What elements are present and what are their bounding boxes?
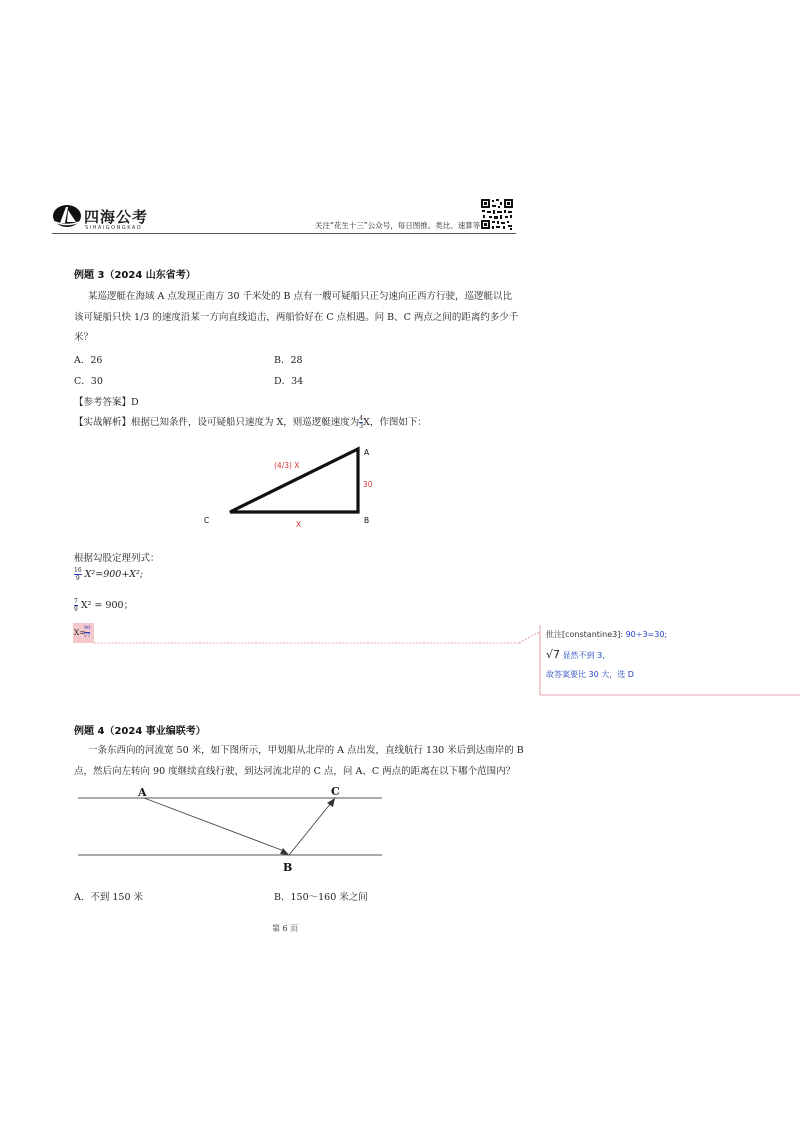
triangle-diagram bbox=[200, 442, 390, 532]
triangle-label-a: A bbox=[364, 448, 370, 457]
example3-heading: 例题 3（2024 山东省考） bbox=[74, 270, 196, 281]
example4-stem-line2: 点，然后向左转向 90 度继续直线行驶，到达河流北岸的 C 点，问 A、C 两点的距离在以下哪个范围内？ bbox=[74, 766, 516, 777]
option-d: D．34 bbox=[274, 376, 304, 387]
option-b: B．28 bbox=[274, 355, 303, 366]
example4-heading: 例题 4（2024 事业编联考） bbox=[74, 726, 206, 737]
example4-stem-line1: 一条东西向的河流宽 50 米，如下图所示，甲划船从北岸的 A 点出发，直线航行 130 米后到达南岸的 B bbox=[88, 745, 524, 756]
reference-answer: 【参考答案】D bbox=[74, 397, 139, 408]
triangle-side-label: 30 bbox=[363, 480, 373, 489]
equation-1-den: 9 bbox=[75, 575, 80, 582]
equation-1-fraction bbox=[74, 567, 82, 582]
option-a: A．26 bbox=[74, 355, 103, 366]
pythagorean-intro: 根据勾股定理列式： bbox=[74, 553, 160, 564]
page-number: 第 6 页 bbox=[272, 924, 299, 933]
equation-2-fraction bbox=[74, 598, 78, 613]
equation-2-rest: X² = 900； bbox=[80, 600, 134, 611]
equation-2-den: 9 bbox=[74, 606, 78, 613]
path-b-to-c bbox=[289, 803, 331, 855]
equation-1-num: 16 bbox=[74, 567, 82, 574]
comment-line2 bbox=[546, 648, 796, 661]
triangle-label-c: C bbox=[204, 516, 210, 525]
option-c: C．30 bbox=[74, 376, 103, 387]
river-diagram bbox=[78, 784, 384, 876]
analysis-line bbox=[74, 414, 427, 430]
header bbox=[52, 198, 516, 238]
comment-panel[interactable] bbox=[546, 629, 796, 680]
analysis-prefix: 【实战解析】根据已知条件，设可疑船只速度为 X，则巡逻艇速度为 bbox=[74, 417, 360, 428]
comment-text3: 故答案要比 30 大，选 D bbox=[546, 670, 634, 679]
example4-option-a: A．不到 150 米 bbox=[74, 892, 144, 903]
triangle-base-label: X bbox=[296, 520, 302, 529]
river-label-a: A bbox=[138, 786, 147, 799]
example3-stem-line3: 米？ bbox=[74, 332, 94, 343]
example4-option-b: B．150～160 米之间 bbox=[274, 892, 368, 903]
example3-stem-line2: 该可疑船只快 1/3 的速度沿某一方向直线追击，两船恰好在 C 点相遇。问 B、C 两点之间的距离约多少千 bbox=[74, 312, 519, 323]
path-a-to-b bbox=[144, 798, 284, 851]
comment-line1 bbox=[546, 629, 796, 640]
comment-sqrt: √7 bbox=[546, 648, 561, 661]
equation-3-highlight[interactable] bbox=[73, 623, 94, 643]
equation-3-den: √7 bbox=[84, 633, 91, 639]
equation-2-num: 7 bbox=[74, 598, 78, 605]
river-label-c: C bbox=[331, 785, 340, 798]
header-divider bbox=[52, 233, 516, 234]
equation-1 bbox=[74, 567, 143, 582]
header-slogan: 关注“花生十三”公众号，每日图推、类比、速算等 bbox=[315, 221, 481, 230]
logo-title: 四海公考 bbox=[84, 208, 149, 226]
analysis-fraction-den: 3 bbox=[359, 423, 364, 430]
logo-icon bbox=[52, 204, 82, 228]
equation-2 bbox=[74, 597, 133, 613]
comment-author: 批注[constantine3]: bbox=[546, 630, 624, 639]
qr-code-icon bbox=[480, 198, 514, 230]
equation-3-prefix: X= bbox=[74, 628, 86, 637]
comment-text1: 90÷3=30; bbox=[625, 630, 668, 639]
equation-1-rest: X²=900+X²; bbox=[84, 569, 144, 580]
triangle-shape bbox=[230, 449, 358, 512]
equation-3-fraction bbox=[84, 625, 90, 640]
arrow-c-head bbox=[327, 798, 335, 807]
example3-stem-line1: 某巡逻艇在海域 A 点发现正南方 30 千米处的 B 点有一艘可疑船只正匀速向正西方行驶，巡逻艇以比 bbox=[88, 291, 513, 302]
equation-3-num: 90 bbox=[84, 625, 91, 631]
triangle-hypotenuse-label: (4/3) X bbox=[274, 461, 300, 470]
logo-subtitle: SIHAIGONGKAO bbox=[85, 225, 143, 231]
triangle-label-b: B bbox=[364, 516, 370, 525]
analysis-suffix: X，作图如下： bbox=[363, 417, 427, 428]
arrow-b-head bbox=[280, 848, 289, 855]
analysis-fraction-num: 4 bbox=[359, 415, 364, 422]
comment-text2: 显然不到 3, bbox=[562, 651, 605, 660]
river-label-b: B bbox=[283, 861, 293, 874]
